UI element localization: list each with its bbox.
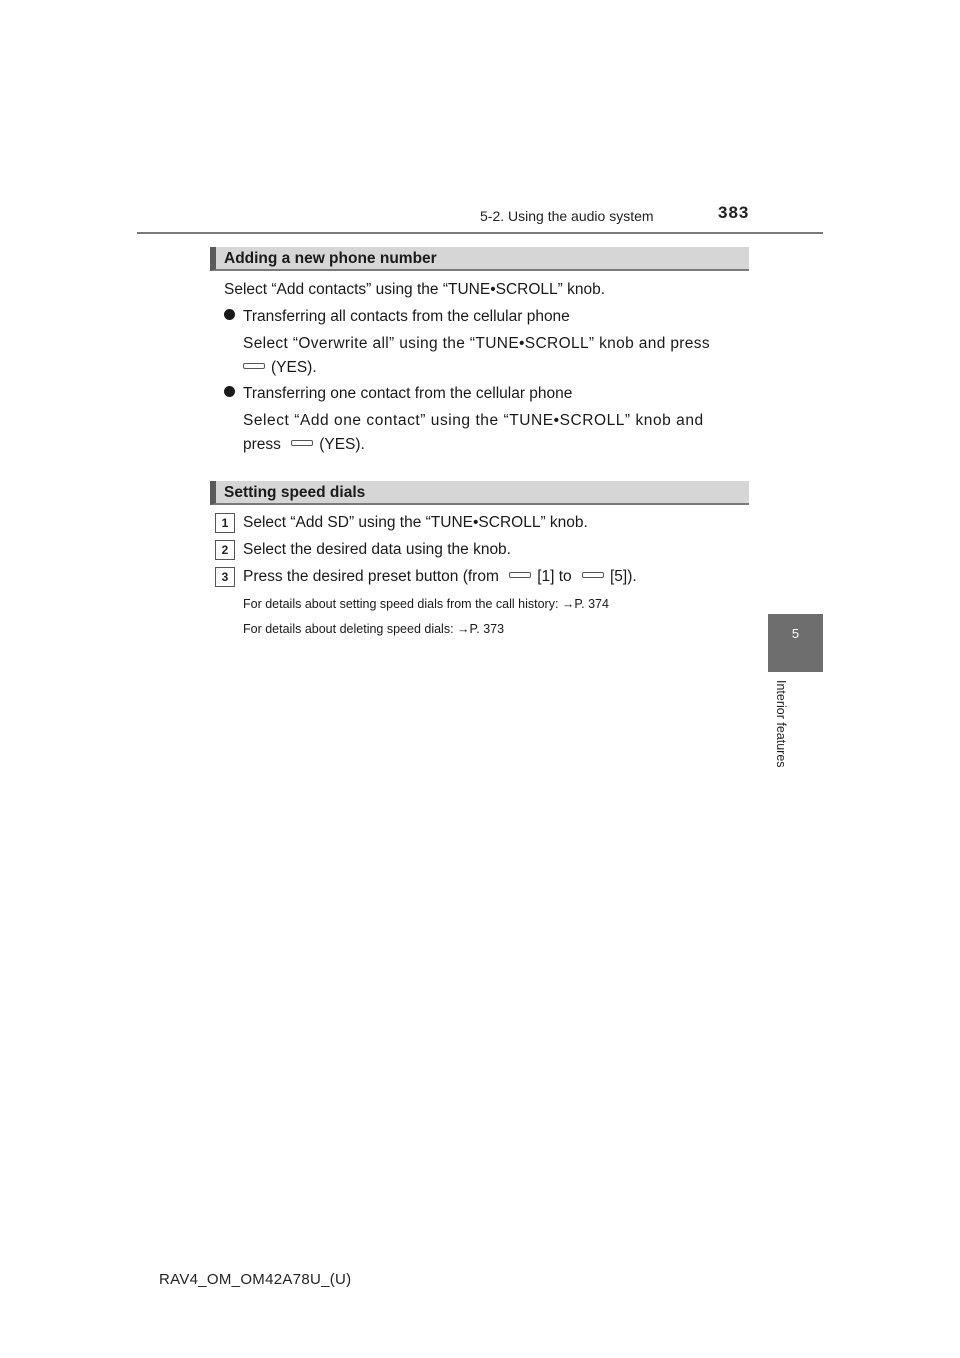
bullet-item-all-contacts	[224, 306, 570, 328]
step-text-1: Select “Add SD” using the “TUNE•SCROLL” knob.	[243, 514, 588, 531]
step-text-part: [5]).	[609, 568, 637, 585]
bullet-title: Transferring all contacts from the cellular phone	[243, 308, 570, 325]
note-call-history: For details about setting speed dials from the call history: →P. 374	[243, 597, 609, 611]
step-number-1: 1	[215, 513, 235, 533]
section-heading-adding-phone-number	[210, 247, 749, 271]
preset-button-icon	[509, 572, 531, 578]
step-text-2: Select the desired data using the knob.	[243, 541, 511, 558]
chapter-tab-label: Interior features	[774, 680, 788, 768]
preset-button-icon	[291, 440, 313, 446]
bullet-body-line: Select “Add one contact” using the “TUNE•SCROLL” knob and	[243, 412, 704, 429]
chapter-tab	[768, 614, 823, 672]
section-heading-title: Adding a new phone number	[224, 250, 437, 267]
yes-text: (YES).	[319, 436, 365, 453]
bullet-body-line	[243, 434, 365, 456]
yes-text: (YES).	[271, 359, 317, 376]
step-text-part: Press the desired preset button (from	[243, 568, 499, 585]
chapter-tab-number: 5	[791, 626, 800, 641]
step-text-part: [1] to	[537, 568, 572, 585]
step-text-3	[243, 566, 637, 588]
bullet-body-line	[243, 357, 317, 379]
press-text: press	[243, 436, 281, 453]
page-number: 383	[718, 203, 750, 222]
preset-button-icon	[582, 572, 604, 578]
section-heading-title: Setting speed dials	[224, 484, 366, 501]
bullet-item-one-contact	[224, 383, 572, 405]
bullet-body-line: Select “Overwrite all” using the “TUNE•SCROLL” knob and press	[243, 335, 710, 352]
running-header-section: 5-2. Using the audio system	[480, 208, 654, 224]
section-heading-speed-dials	[210, 481, 749, 505]
step-number-2: 2	[215, 540, 235, 560]
section1-intro: Select “Add contacts” using the “TUNE•SCROLL” knob.	[224, 281, 606, 298]
bullet-title: Transferring one contact from the cellular phone	[243, 385, 573, 402]
step-number-3: 3	[215, 567, 235, 587]
header-divider	[137, 232, 823, 234]
note-deleting-speed-dials: For details about deleting speed dials: →P. 373	[243, 622, 505, 636]
preset-button-icon	[243, 363, 265, 369]
document-code: RAV4_OM_OM42A78U_(U)	[159, 1271, 352, 1288]
bullet-icon	[224, 386, 235, 397]
bullet-icon	[224, 309, 235, 320]
